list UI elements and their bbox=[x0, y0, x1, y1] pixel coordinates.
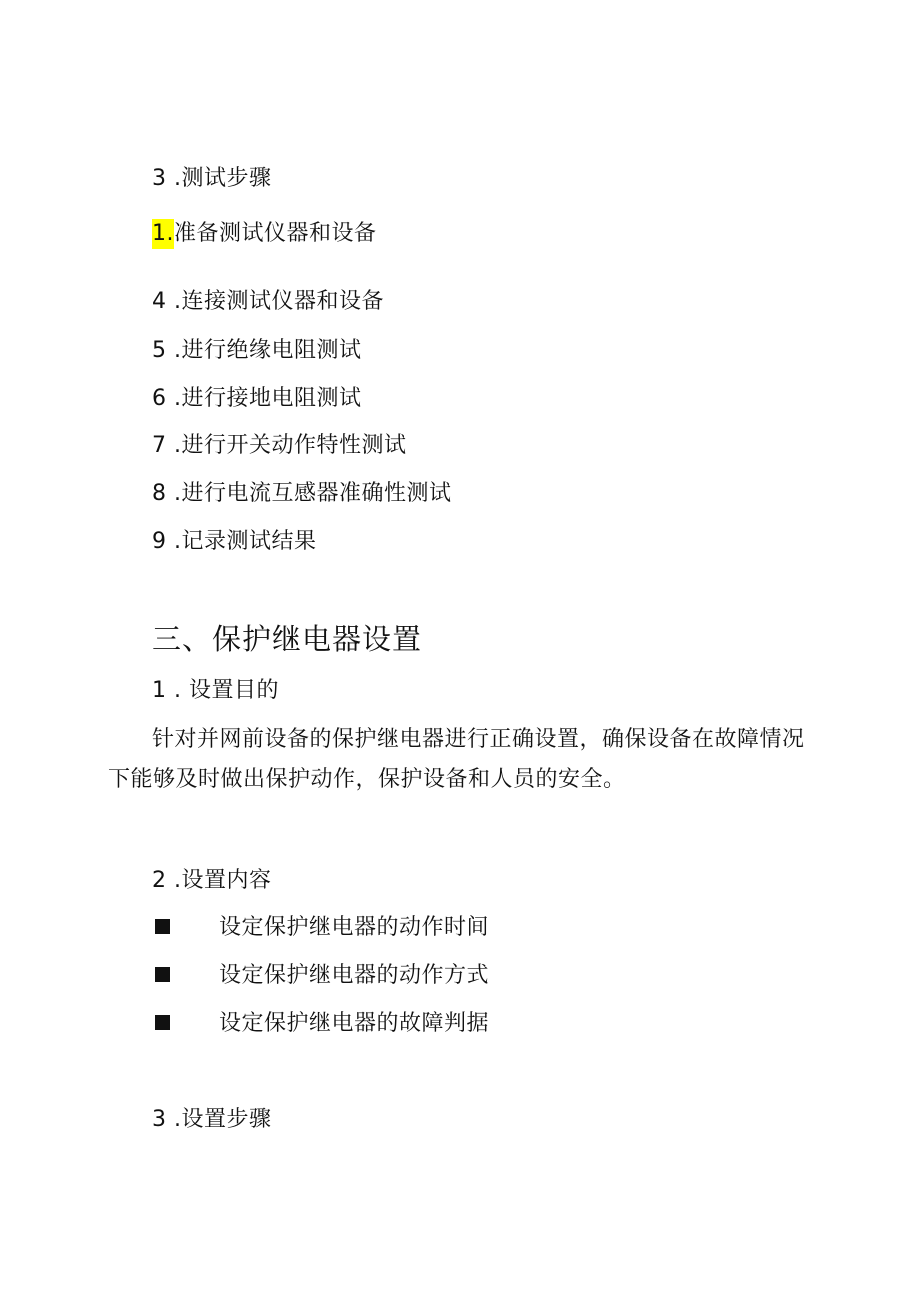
content-title: 2 .设置内容 bbox=[152, 868, 272, 893]
square-bullet-icon bbox=[155, 1015, 170, 1030]
bullet-text: 设定保护继电器的故障判据 bbox=[219, 1011, 490, 1036]
step-number: 3 bbox=[152, 166, 167, 191]
bullet-text: 设定保护继电器的动作时间 bbox=[219, 915, 490, 940]
step-number: 7 bbox=[152, 433, 167, 458]
square-bullet-icon bbox=[155, 967, 170, 982]
step-text: 准备测试仪器和设备 bbox=[174, 221, 377, 246]
section-heading: 三、保护继电器设置 bbox=[152, 622, 423, 656]
test-step-7 bbox=[152, 431, 407, 461]
step-number: 4 bbox=[152, 289, 167, 314]
steps-title: 3 .设置步骤 bbox=[152, 1107, 272, 1132]
step-number: 8 bbox=[152, 481, 167, 506]
test-step-6 bbox=[152, 384, 362, 414]
step-text: .记录测试结果 bbox=[166, 529, 317, 554]
step-text: .进行开关动作特性测试 bbox=[166, 433, 407, 458]
step-text: .进行接地电阻测试 bbox=[166, 386, 362, 411]
test-step-8 bbox=[152, 479, 452, 509]
step-number: 5 bbox=[152, 338, 167, 363]
bullet-item bbox=[155, 1009, 655, 1039]
purpose-title: 1 . 设置目的 bbox=[152, 678, 279, 703]
test-step-9 bbox=[152, 527, 317, 557]
test-step-5 bbox=[152, 336, 362, 366]
bullet-text: 设定保护继电器的动作方式 bbox=[219, 963, 490, 988]
highlighted-step-number: 1. bbox=[152, 219, 174, 249]
test-step-4 bbox=[152, 287, 384, 317]
step-text: .进行绝缘电阻测试 bbox=[166, 338, 362, 363]
step-text: .进行电流互感器准确性测试 bbox=[166, 481, 452, 506]
step-number: 6 bbox=[152, 386, 167, 411]
test-step-3 bbox=[152, 164, 272, 194]
step-text: .测试步骤 bbox=[166, 166, 272, 191]
step-text: .连接测试仪器和设备 bbox=[166, 289, 384, 314]
step-number: 9 bbox=[152, 529, 167, 554]
square-bullet-icon bbox=[155, 919, 170, 934]
purpose-paragraph: 针对并网前设备的保护继电器进行正确设置，确保设备在故障情况下能够及时做出保护动作，保护设备和人员的安全。 bbox=[108, 727, 805, 792]
bullet-item bbox=[155, 913, 655, 943]
bullet-item bbox=[155, 961, 655, 991]
test-step-1 bbox=[152, 219, 377, 249]
